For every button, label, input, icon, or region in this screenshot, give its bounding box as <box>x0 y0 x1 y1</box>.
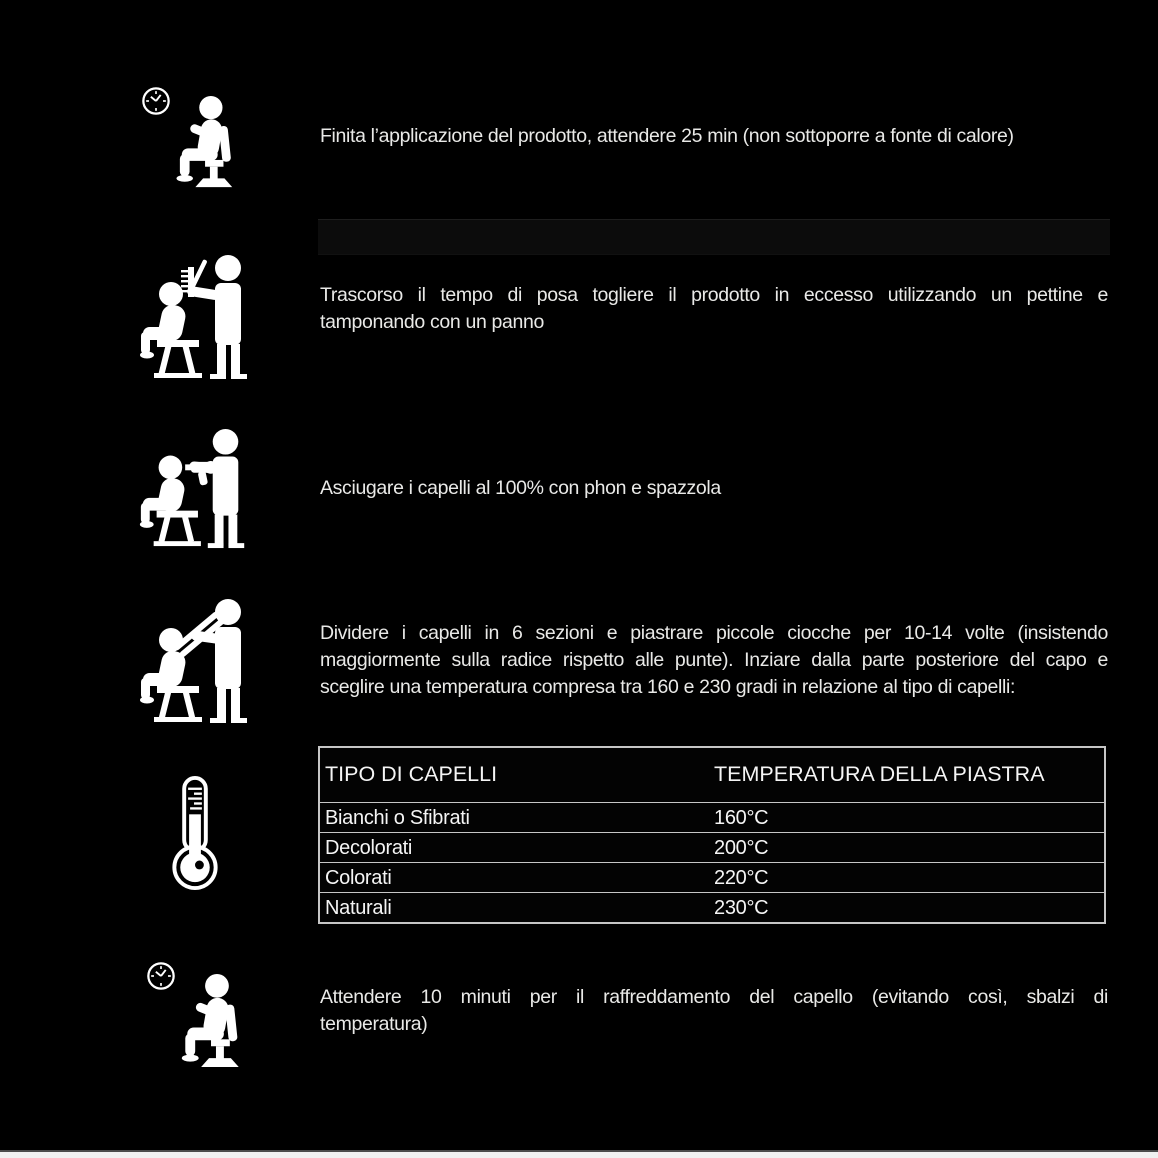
seated-client-icon <box>181 973 245 1070</box>
step-line: Finita l’applicazione del prodotto, attendere 25 min (non sottoporre a fonte di calore) <box>320 125 1014 147</box>
step-text-cooldown <box>320 984 1108 1038</box>
step-text-dry <box>320 475 1108 502</box>
step-line: maggiormente sulla radice rispetto alle punte). Inziare dalla parte posteriore del capo e <box>320 649 1108 671</box>
hair-type-cell: Naturali <box>325 896 392 919</box>
table-header-temperature: TEMPERATURA DELLA PIASTRA <box>714 762 1045 787</box>
barber-blow-drying-icon <box>136 427 254 551</box>
step-line: temperatura) <box>320 1013 428 1035</box>
page-bottom-edge <box>0 1150 1158 1158</box>
section-divider-band <box>318 219 1110 255</box>
step-text-wait <box>320 123 1108 150</box>
temperature-cell: 220°C <box>714 866 769 889</box>
step-line: Trascorso il tempo di posa togliere il prodotto in eccesso utilizzando un pettine e <box>320 284 1108 306</box>
table-row <box>320 862 1104 892</box>
clock-icon <box>141 86 171 116</box>
hair-type-temperature-table <box>318 746 1106 924</box>
step-line: Attendere 10 minuti per il raffreddamento del capello (evitando così, sbalzi di <box>320 986 1108 1008</box>
table-header-hair-type: TIPO DI CAPELLI <box>325 762 498 787</box>
step-line: Asciugare i capelli al 100% con phon e spazzola <box>320 477 721 499</box>
hair-type-cell: Bianchi o Sfibrati <box>325 806 470 829</box>
clock-icon <box>146 961 176 991</box>
seated-client-icon <box>176 94 238 191</box>
temperature-cell: 160°C <box>714 806 769 829</box>
temperature-cell: 200°C <box>714 836 769 859</box>
table-header-row <box>320 748 1104 802</box>
step-text-iron <box>320 620 1108 701</box>
step-line: tamponando con un panno <box>320 311 544 333</box>
hair-type-cell: Decolorati <box>325 836 413 859</box>
table-row <box>320 892 1104 922</box>
table-row <box>320 802 1104 832</box>
hair-type-cell: Colorati <box>325 866 392 889</box>
step-line: Dividere i capelli in 6 sezioni e piastrare piccole ciocche per 10-14 volte (insistendo <box>320 622 1108 644</box>
barber-flat-iron-icon <box>138 596 256 726</box>
temperature-cell: 230°C <box>714 896 769 919</box>
step-text-remove-excess <box>320 282 1108 336</box>
table-row <box>320 832 1104 862</box>
thermometer-icon <box>171 775 219 891</box>
barber-combing-client-icon <box>138 252 256 382</box>
step-line: sceglire una temperatura compresa tra 160 e 230 gradi in relazione al tipo di capelli: <box>320 676 1016 698</box>
